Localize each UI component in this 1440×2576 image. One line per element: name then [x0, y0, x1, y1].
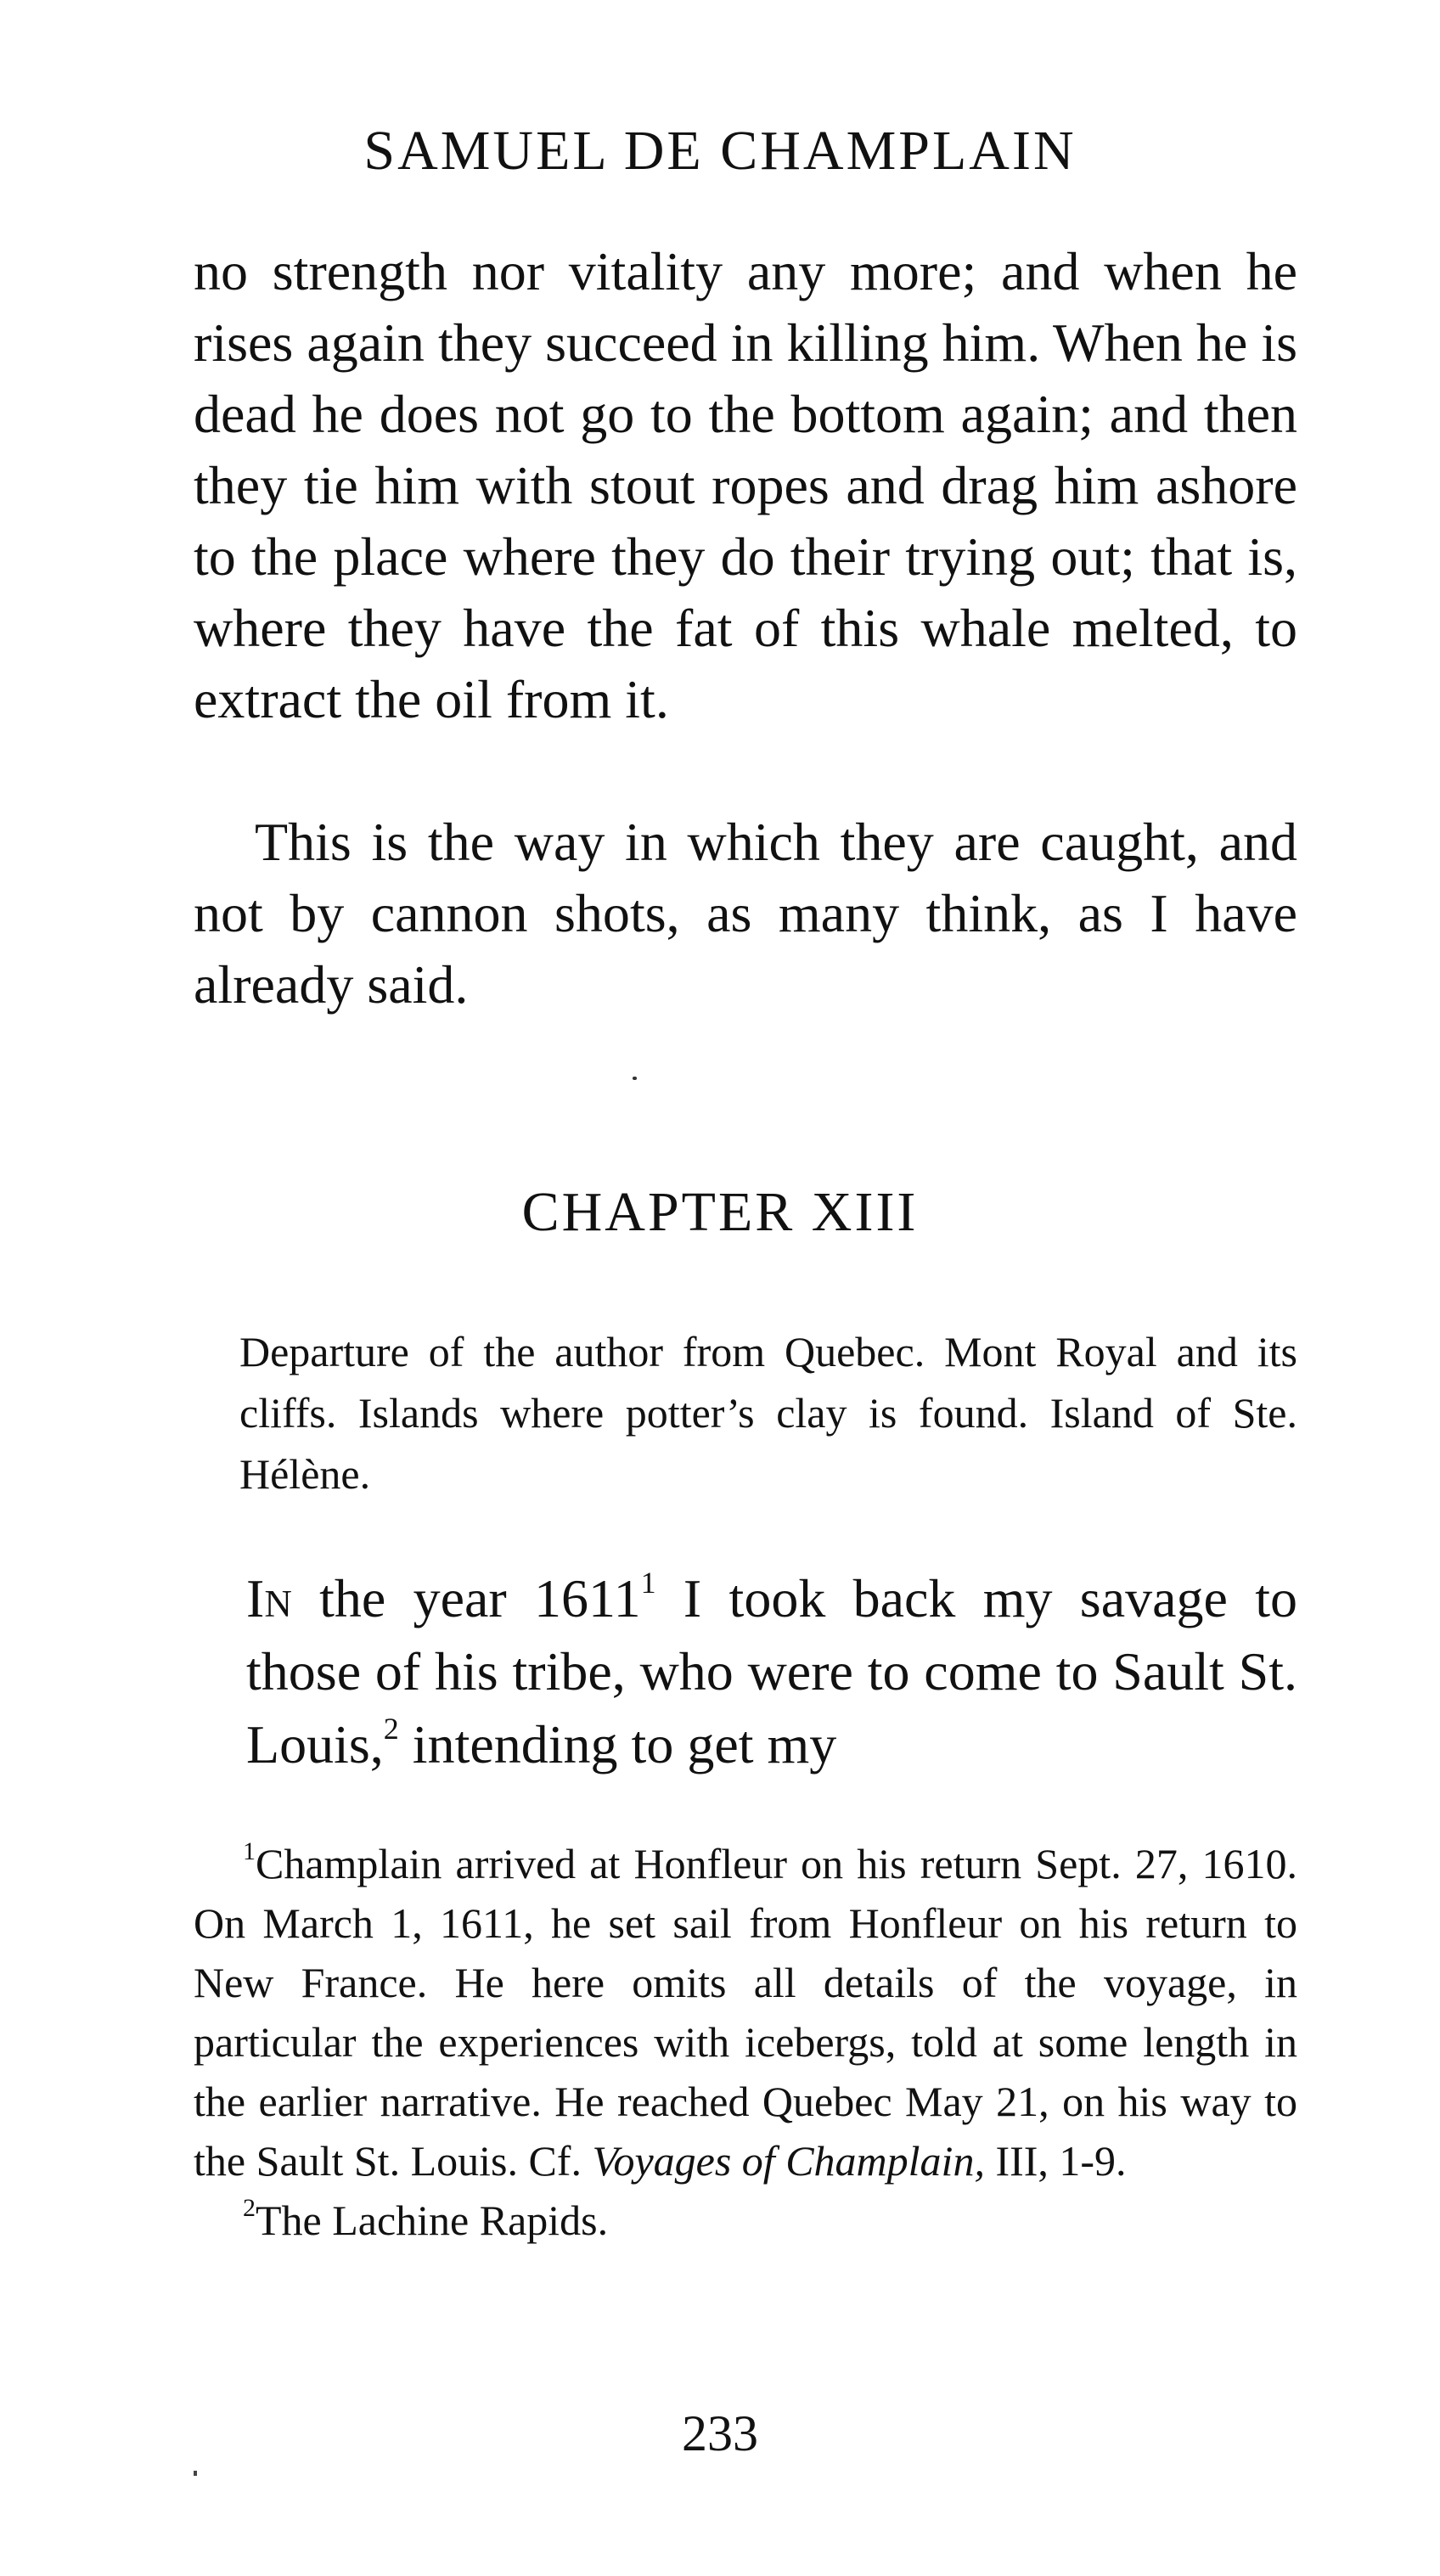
footnote-text: III, 1-9.: [984, 2137, 1127, 2185]
chapter-summary: Departure of the author from Quebec. Mont Royal and its cliffs. Islands where potter’s clay is found. Island of Ste. Hélène.: [239, 1328, 1297, 1498]
running-head: SAMUEL DE CHAMPLAIN: [363, 120, 1077, 182]
opening-text: intending to get my: [398, 1714, 837, 1775]
page-number: 233: [682, 2405, 758, 2461]
chapter-opening-paragraph: [246, 1562, 1297, 1781]
footnote-text: Champlain arrived at Honfleur on his return Sept. 27, 1610. On March 1, 1611, he set sail from Honfleur on his return to New France. He here omits all details of the voyage, in particular the experiences with icebergs, told at some length in the earlier narrative. He reached Quebec May 21, on his way to the Sault St. Louis. Cf.: [194, 1840, 1297, 2185]
paragraph: This is the way in which they are caught, and not by cannon shots, as many think, as I have already said.: [194, 812, 1297, 1015]
footnote-text: The Lachine Rapids.: [256, 2196, 609, 2244]
footnote-marker: 2: [243, 2194, 256, 2222]
body-text-closing: [194, 807, 1297, 1021]
opening-text: I took back my savage to those of his tribe, who were to come to Sault St. Louis,: [246, 1568, 1298, 1775]
body-text-continued: [194, 236, 1297, 735]
footnote-marker: 1: [243, 1837, 256, 1865]
stray-mark: [194, 2471, 197, 2476]
opening-text: the year 1611: [291, 1568, 641, 1628]
footnote-reference: 2: [383, 1712, 399, 1746]
chapter-title: CHAPTER XIII: [521, 1181, 919, 1243]
footnotes: [194, 1834, 1297, 2250]
footnote-citation-title: Voyages of Champlain,: [592, 2137, 985, 2185]
paragraph: no strength nor vitality any more; and when he rises again they succeed in killing him. When he is dead he does not go to the bottom again; and then they tie him with stout ropes and drag him ashore to the place where they do their trying out; that is, where they have the fat of this whale melted, to extract the oil from it.: [194, 241, 1297, 729]
footnote: [194, 2191, 1297, 2250]
stray-dot: [633, 1077, 637, 1080]
footnote: [194, 1834, 1297, 2191]
footnote-reference: 1: [640, 1566, 656, 1600]
opening-word: In: [246, 1568, 292, 1628]
